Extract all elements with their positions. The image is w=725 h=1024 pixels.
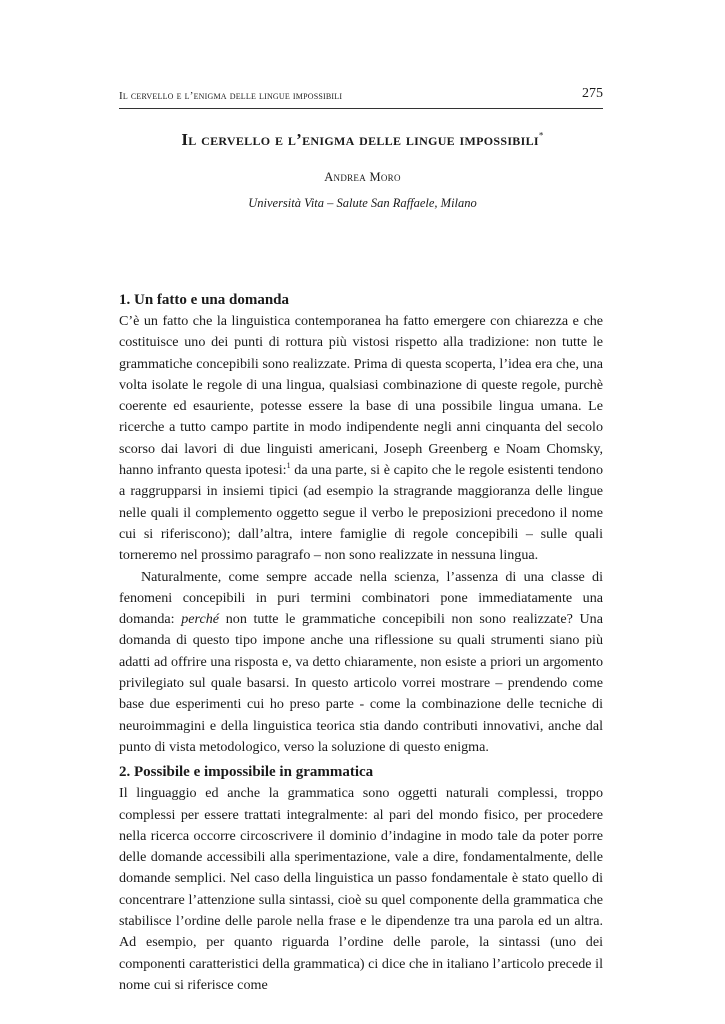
article-title-text: Il cervello e l’enigma delle lingue impossibili [181, 130, 539, 149]
paragraph-text: C’è un fatto che la linguistica contemporanea ha fatto emergere con chiarezza e che costituisce uno dei punti di rottura più vistosi rispetto alla tradizione: non tutte le grammatiche concepibili sono realizzate. Prima di questa scoperta, l’idea era che, una volta isolate le regole di una lingua, qualsiasi combinazione di queste regole, purchè coerente ed esauriente, potesse essere la base di una possibile lingua umana. Le ricerche a tutto campo partite in modo indipendente negli anni cinquanta del secolo scorso dai lavori di due linguisti americani, Joseph Greenberg e Noam Chomsky, hanno infranto questa ipotesi: [119, 313, 603, 479]
author-name: Andrea Moro [324, 170, 401, 184]
paragraph-text: non tutte le grammatiche concepibili non sono realizzate? Una domanda di questo tipo impone anche una riflessione su quali strumenti siano più adatti ad offrire una risposta e, va detto chiaramente, non esiste a priori un argomento privilegiato sul quale basarsi. In questo articolo vorrei mostrare – prendendo come base due esperimenti cui ho preso parte - come la combinazione delle tecniche di neuroimmagini e della linguistica teorica stia dando contributi innovativi, anche dal punto di vista metodologico, verso la soluzione di questo enigma. [119, 611, 603, 755]
title-footnote-mark: * [538, 130, 544, 141]
section-1-heading: 1. Un fatto e una domanda [119, 292, 290, 308]
section-2-paragraph-1: Il linguaggio ed anche la grammatica sono oggetti naturali complessi, troppo complessi per essere trattati integralmente: al pari del mondo fisico, per procedere nella ricerca occorre circoscrivere il dominio d’indagine in modo tale da poter porre delle domande accessibili alla sperimentazione, vale a dire, fondamentalmente, delle domande semplici. Nel caso della linguistica un passo fondamentale è stato quello di concentrare l’attenzione sulla sintassi, cioè su quel componente della grammatica che stabilisce l’ordine delle parole nella frase e le dipendenze tra una parola ed un altra. Ad esempio, per quanto riguarda l’ordine delle parole, la sintassi (uno dei componenti caratteristici della grammatica) ci dice che in italiano l’articolo precede il nome cui si riferisce come [119, 785, 603, 993]
author-affiliation: Università Vita – Salute San Raffaele, Milano [248, 196, 477, 210]
article-title [0, 130, 725, 150]
running-head [119, 86, 603, 109]
section-1-paragraph-1 [119, 311, 603, 567]
emphasized-word: perché [181, 611, 220, 628]
section-2-heading: 2. Possibile e impossibile in grammatica [119, 764, 374, 781]
page-number: 275 [582, 86, 603, 101]
running-head-title: Il cervello e l’enigma delle lingue impossibili [119, 90, 343, 102]
paragraph-text: da una parte, si è capito che le regole esistenti tendono a raggrupparsi in insiemi tipici (ad esempio la stragrande maggioranza delle lingue nelle quali il complemento oggetto segue il verbo le preposizioni precedono il nome cui si riferiscono); dall’altra, intere famiglie di regole concepibili – sulle quali torneremo nel prossimo paragrafo – non sono realizzate in nessuna lingua. [119, 462, 603, 564]
article-body [119, 289, 603, 996]
footnote-mark: 1 [286, 461, 291, 471]
section-1-paragraph-2 [119, 567, 603, 759]
paragraph-text: Naturalmente, come sempre accade nella scienza, l’assenza di una classe di fenomeni concepibili in puri termini combinatori pone immediatamente una domanda: [119, 568, 603, 628]
